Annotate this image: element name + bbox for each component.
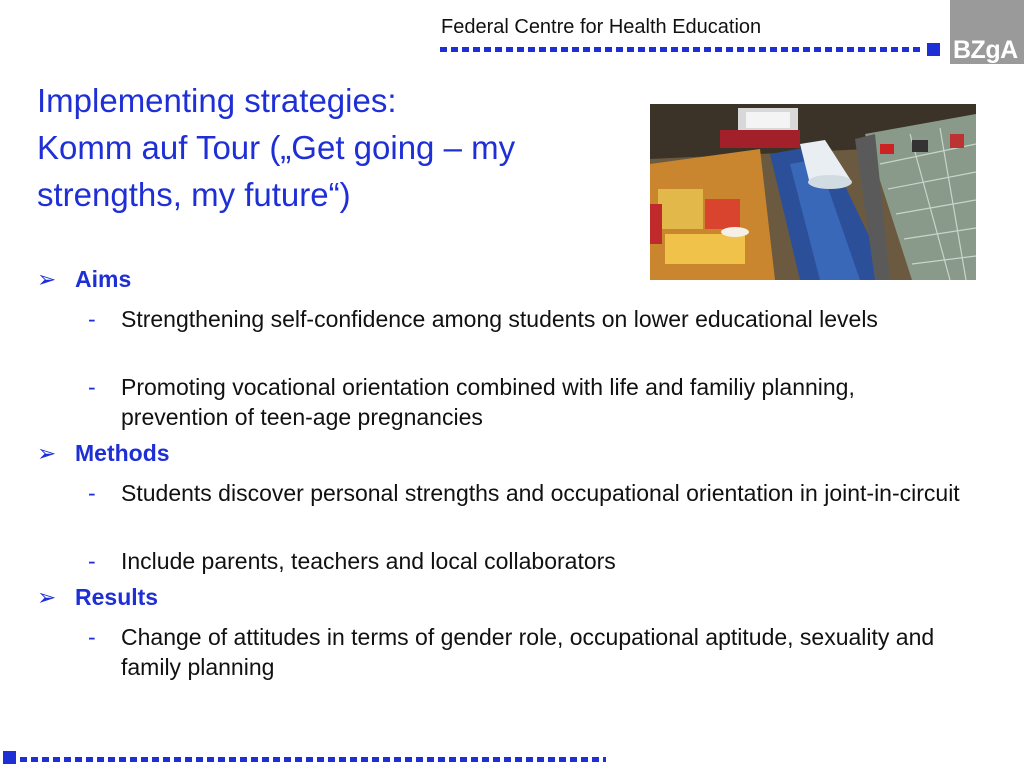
section-heading-results — [37, 584, 158, 611]
dash-bullet-icon: - — [88, 548, 96, 574]
list-item — [85, 478, 965, 508]
dash-bullet-icon: - — [88, 480, 96, 506]
list-item-text: Strengthening self-confidence among students on lower educational levels — [121, 306, 878, 332]
slide-title — [37, 77, 637, 218]
arrow-bullet-icon: ➢ — [37, 584, 57, 610]
section-title: Methods — [75, 440, 170, 466]
header-dotted-rule — [440, 47, 920, 52]
dash-bullet-icon: - — [88, 374, 96, 400]
list-item-text: Include parents, teachers and local collaborators — [121, 548, 616, 574]
header-square-marker — [927, 43, 940, 56]
list-item-text: Promoting vocational orientation combined with life and familiy planning, prevention of teen-age pregnancies — [121, 374, 855, 430]
title-line-1: Implementing strategies: — [37, 82, 397, 119]
arrow-bullet-icon: ➢ — [37, 266, 57, 292]
list-item-text: Change of attitudes in terms of gender role, occupational aptitude, sexuality and family planning — [121, 624, 935, 680]
dash-bullet-icon: - — [88, 624, 96, 650]
organization-name: Federal Centre for Health Education — [441, 16, 762, 38]
list-item — [85, 304, 965, 334]
bzga-logo: BZgA — [953, 36, 1018, 64]
list-item — [85, 372, 965, 432]
section-heading-aims — [37, 266, 131, 293]
list-item — [85, 622, 965, 682]
footer-dotted-rule — [20, 757, 606, 762]
dash-bullet-icon: - — [88, 306, 96, 332]
section-heading-methods — [37, 440, 170, 467]
arrow-bullet-icon: ➢ — [37, 440, 57, 466]
title-line-3: strengths, my future“) — [37, 176, 351, 213]
footer-square-marker — [3, 751, 16, 764]
title-line-2: Komm auf Tour („Get going – my — [37, 129, 516, 166]
list-item-text: Students discover personal strengths and occupational orientation in joint-in-circuit — [121, 480, 960, 506]
section-title: Results — [75, 584, 159, 610]
list-item — [85, 546, 965, 576]
section-title: Aims — [75, 266, 132, 292]
exhibition-photo — [650, 104, 976, 280]
